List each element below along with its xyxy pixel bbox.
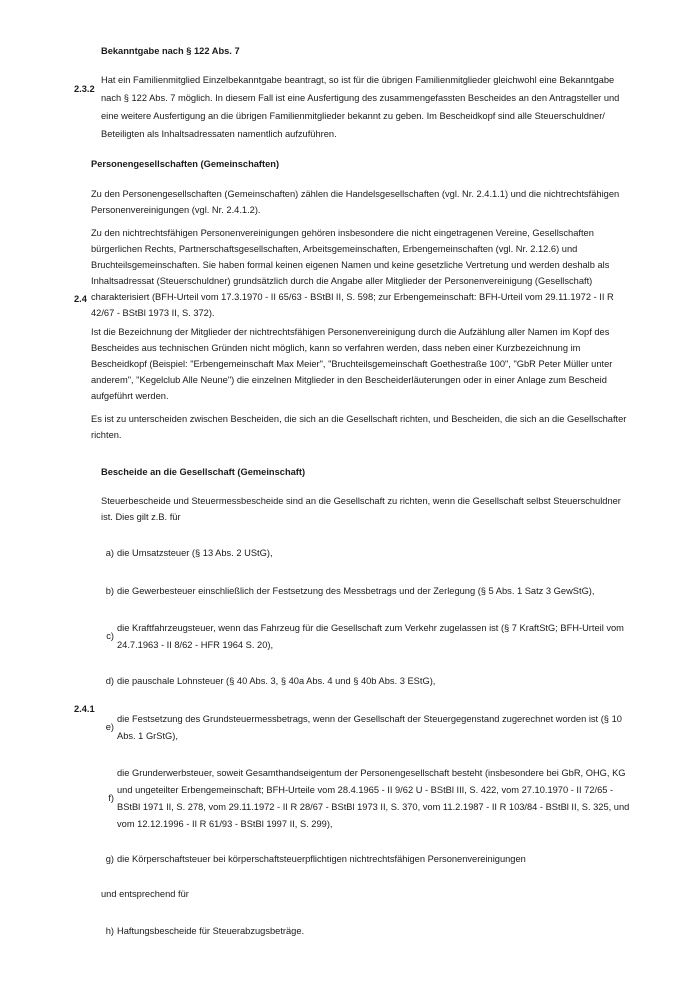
list-item-label: a) (105, 548, 114, 558)
list-connector-text: und entsprechend für (101, 889, 189, 899)
list-item-text: die Festsetzung des Grundsteuermessbetrags, wenn der Gesellschaft der Steuergegenstand zugerechnet worden ist (§ 10 Abs. 1 GrStG), (117, 714, 622, 741)
section-heading-2-4-1: Bescheide an die Gesellschaft (Gemeinschaft) (101, 467, 306, 477)
section-number-2-4: 2.4 (74, 294, 87, 304)
list-item-text: die Gewerbesteuer einschließlich der Festsetzung des Messbetrags und der Zerlegung (§ 5 Abs. 1 Satz 3 GewStG), (117, 586, 595, 596)
list-item-label: b) (105, 586, 114, 596)
paragraph-2-4-1-intro: Steuerbescheide und Steuermessbescheide sind an die Gesellschaft zu richten, wenn die Gesellschaft selbst Steuerschuldner ist. Dies gilt z.B. für (101, 496, 621, 522)
paragraph-2-4-d: Es ist zu unterscheiden zwischen Bescheiden, die sich an die Gesellschaft richten, und Bescheiden, die sich an die Gesellschafter richten. (91, 414, 627, 440)
list-item-label: h) (105, 926, 114, 936)
list-item-text: die Umsatzsteuer (§ 13 Abs. 2 UStG), (117, 548, 273, 558)
list-item-label: g) (105, 854, 114, 864)
list-item-text: die pauschale Lohnsteuer (§ 40 Abs. 3, § 40a Abs. 4 und § 40b Abs. 3 EStG), (117, 676, 436, 686)
list-item-text: die Grunderwerbsteuer, soweit Gesamthandseigentum der Personengesellschaft besteht (insbesondere bei GbR, OHG, KG und ungeteilter Erbengemeinschaft; BFH-Urteile vom 28.4.1965 - II 9/62 U - BStBl III, S. 422, vom 27.10.1970 - II 72/65 - BStBl 1971 II, S. 278, vom 29.11.1972 - II R 28/67 - BStBl 1973 II, S. 370, vom 11.2.1987 - II R 103/84 - BStBl II, S. 325, und vom 12.12.1996 - II R 61/93 - BStBl 1997 II, S. 299), (117, 768, 630, 829)
paragraph-2-4-b: Zu den nichtrechtsfähigen Personenvereinigungen gehören insbesondere die nicht eingetragenen Vereine, Gesellschaften bürgerlichen Rechts, Partnerschaftsgesellschaften, Arbeitsgemeinschaften, Erbengemeinschaften (vgl. Nr. 2.12.6) und Bruchteilsgemeinschaften. Sie haben formal keinen eigenen Namen und keine gesetzliche Vertretung und werden deshalb als Inhaltsadressat (Steuerschuldner) grundsätzlich durch die Angabe aller Mitglieder der Personenvereinigung (Gesellschaft) charakterisiert (BFH-Urteil vom 17.3.1970 - II 65/63 - BStBl II, S. 598; zur Erbengemeinschaft: BFH-Urteil vom 29.11.1972 - II R 42/67 - BStBl 1973 II, S. 372). (91, 228, 614, 318)
section-heading-2-3-2: Bekanntgabe nach § 122 Abs. 7 (101, 46, 240, 56)
paragraph-2-4-c: Ist die Bezeichnung der Mitglieder der nichtrechtsfähigen Personenvereinigung durch die Aufzählung aller Namen im Kopf des Bescheides aus technischen Gründen nicht möglich, kann so verfahren werden, dass neben einer Kurzbezeichnung im Bescheidkopf (Beispiel: "Erbengemeinschaft Max Meier", "Bruchteilsgemeinschaft Goethestraße 100", "GbR Peter Müller unter anderem", "Kegelclub Alle Neune") die einzelnen Mitglieder in den Bescheiderläuterungen oder in einer Anlage zum Bescheid aufgeführt werden. (91, 327, 613, 401)
section-heading-2-4: Personengesellschaften (Gemeinschaften) (91, 159, 280, 169)
list-item-label: d) (105, 676, 114, 686)
paragraph-2-4-a: Zu den Personengesellschaften (Gemeinschaften) zählen die Handelsgesellschaften (vgl. Nr. 2.4.1.1) und die nichtrechtsfähigen Personenvereinigungen (vgl. Nr. 2.4.1.2). (91, 189, 620, 215)
list-item-text: Haftungsbescheide für Steuerabzugsbeträge. (117, 926, 305, 936)
list-item-text: die Kraftfahrzeugsteuer, wenn das Fahrzeug für die Gesellschaft zum Verkehr zugelassen ist (§ 7 KraftStG; BFH-Urteil vom 24.7.1963 - II 8/62 - HFR 1964 S. 20), (117, 623, 624, 650)
list-item-label: c) (106, 631, 114, 641)
list-item-text: die Körperschaftsteuer bei körperschaftsteuerpflichtigen nichtrechtsfähigen Personenvereinigungen (117, 854, 526, 864)
section-number-2-4-1: 2.4.1 (74, 704, 95, 714)
paragraph-2-3-2: Hat ein Familienmitglied Einzelbekanntgabe beantragt, so ist für die übrigen Familienmitglieder gleichwohl eine Bekanntgabe nach § 122 Abs. 7 möglich. In diesem Fall ist eine Ausfertigung des zusammengefassten Bescheides an den Antragsteller und eine weitere Ausfertigung an die übrigen Familienmitglieder bekannt zu geben. Im Bescheidkopf sind alle Steuerschuldner/ Beteiligten als Inhaltsadressaten namentlich aufzuführen. (101, 75, 620, 139)
list-item-label: f) (108, 793, 114, 803)
section-number-2-3-2: 2.3.2 (74, 84, 95, 94)
list-item-label: e) (105, 722, 114, 732)
